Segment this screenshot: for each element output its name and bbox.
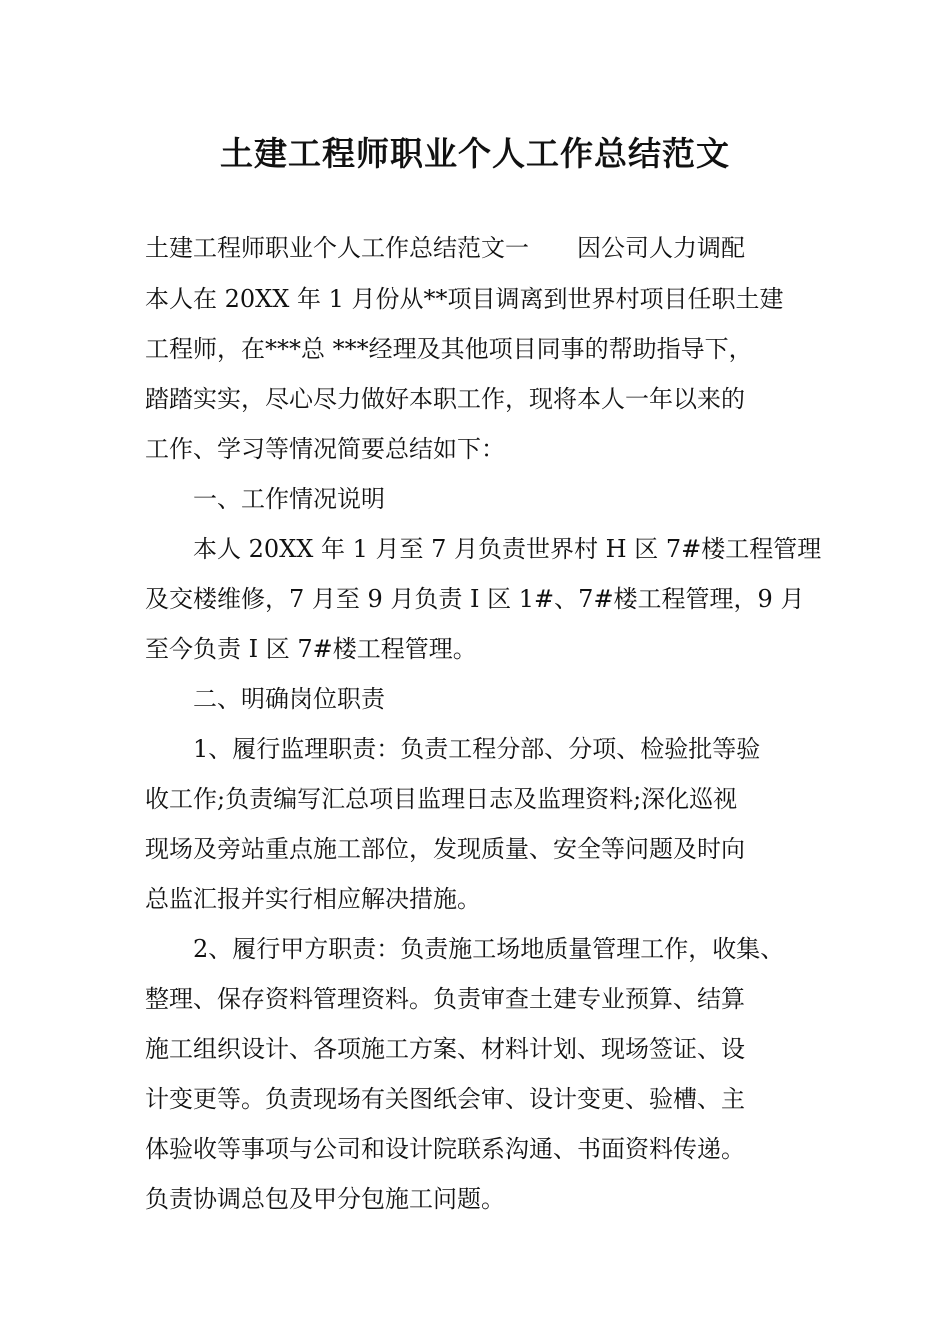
section-heading: 二、明确岗位职责 [145,685,385,713]
section-heading: 一、工作情况说明 [145,485,385,513]
body-line: 施工组织设计、各项施工方案、材料计划、现场签证、设 [145,1035,745,1063]
body-line: 负责协调总包及甲分包施工问题。 [145,1185,505,1213]
body-line: 现场及旁站重点施工部位，发现质量、安全等问题及时向 [145,835,745,863]
body-line: 工程师，在***总 ***经理及其他项目同事的帮助指导下， [145,335,753,363]
body-line: 至今负责 I 区 7#楼工程管理。 [145,635,477,663]
body-line: 及交楼维修，7 月至 9 月负责 I 区 1#、7#楼工程管理，9 月 [145,585,805,613]
body-line: 土建工程师职业个人工作总结范文一 因公司人力调配 [145,234,745,262]
body-line: 2、履行甲方职责：负责施工场地质量管理工作，收集、 [145,935,785,963]
body-line: 本人 20XX 年 1 月至 7 月负责世界村 H 区 7#楼工程管理 [145,535,822,563]
body-line: 本人在 20XX 年 1 月份从**项目调离到世界村项目任职土建 [145,285,784,313]
document-title: 土建工程师职业个人工作总结范文 [220,134,730,173]
body-line: 整理、保存资料管理资料。负责审查土建专业预算、结算 [145,985,745,1013]
body-line: 体验收等事项与公司和设计院联系沟通、书面资料传递。 [145,1135,745,1163]
body-line: 总监汇报并实行相应解决措施。 [145,885,481,913]
body-line: 收工作;负责编写汇总项目监理日志及监理资料;深化巡视 [145,785,738,813]
body-line: 1、履行监理职责：负责工程分部、分项、检验批等验 [145,735,761,763]
body-line: 工作、学习等情况简要总结如下： [145,435,505,463]
body-line: 踏踏实实，尽心尽力做好本职工作，现将本人一年以来的 [145,385,745,413]
body-line: 计变更等。负责现场有关图纸会审、设计变更、验槽、主 [145,1085,745,1113]
